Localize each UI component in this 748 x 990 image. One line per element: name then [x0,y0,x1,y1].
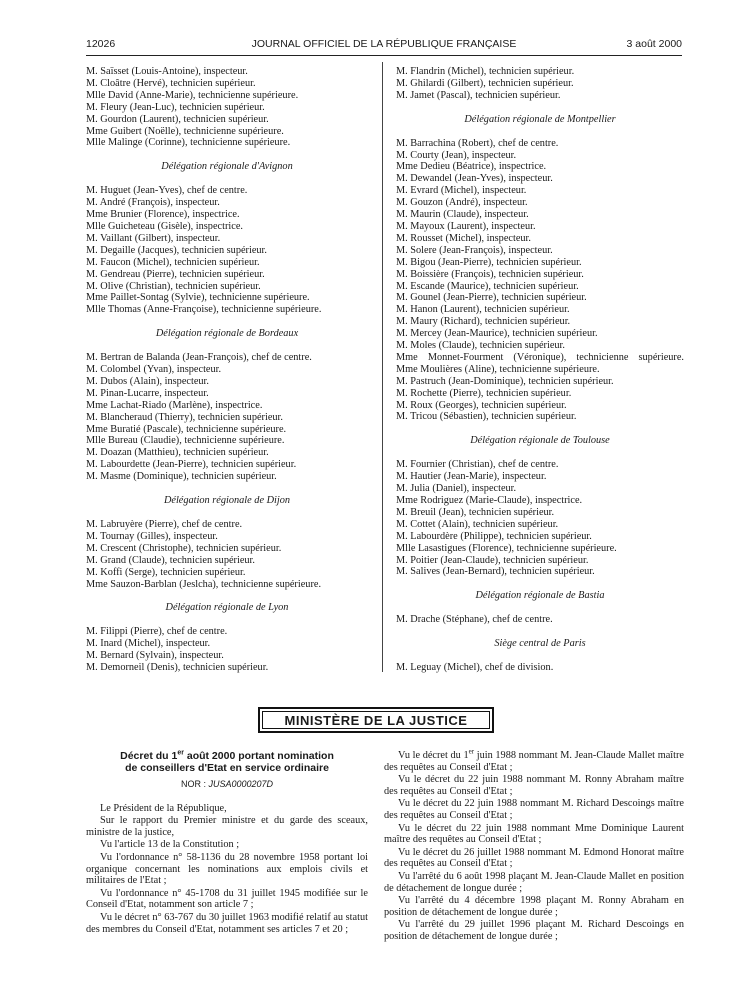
appointment-line: M. Gendreau (Pierre), technicien supérieur. [86,268,265,280]
appointment-line: M. Blancheraud (Thierry), technicien supérieur. [86,411,283,423]
left-column [86,66,368,674]
appointment-line: M. Boissière (François), technicien supérieur. [396,268,584,280]
appointment-line: M. Evrard (Michel), inspecteur. [396,185,527,197]
decree-paragraph: Vu l'arrêté du 6 août 1998 plaçant M. Jean-Claude Mallet en position de détachement de longue durée ; [384,870,684,894]
decree-paragraph: Vu l'arrêté du 4 décembre 1998 plaçant M. Ronny Abraham en position de détachement de longue durée ; [384,895,684,918]
decree-paragraph: Sur le rapport du Premier ministre et du garde des sceaux, ministre de la justice, [86,815,368,838]
appointment-line: Mme Brunier (Florence), inspectrice. [86,209,240,221]
appointment-line: M. Poitier (Jean-Claude), technicien supérieur. [396,554,589,566]
appointment-line: M. Labourdère (Philippe), technicien supérieur. [396,530,592,542]
decree-paragraph: Vu l'article 13 de la Constitution ; [100,839,240,851]
appointment-line: M. Degaille (Jacques), technicien supérieur. [86,244,267,256]
appointment-line: Mlle Guicheteau (Gisèle), inspectrice. [86,220,243,232]
nor-reference [86,779,368,791]
appointment-line: M. Pastruch (Jean-Dominique), technicien supérieur. [396,375,614,387]
appointment-line: M. Courty (Jean), inspecteur. [396,149,517,161]
appointment-line: M. Rousset (Michel), inspecteur. [396,232,531,244]
decree-title-part: août 2000 portant nomination [183,750,334,762]
appointment-line: M. Cloâtre (Hervé), technicien supérieur. [86,77,256,89]
appointment-line: M. Ghilardi (Gilbert), technicien supérieur. [396,77,574,89]
column-divider [382,62,383,672]
appointment-line: M. Crescent (Christophe), technicien supérieur. [86,542,282,554]
appointment-line: Mlle Lasastigues (Florence), technicienne supérieure. [396,542,617,554]
appointment-line: M. Bigou (Jean-Pierre), technicien supérieur. [396,256,582,268]
decree-title [86,750,368,774]
appointment-line: M. Leguay (Michel), chef de division. [396,662,554,674]
appointment-line: Mme Dedieu (Béatrice), inspectrice. [396,161,547,173]
appointment-line: M. Drache (Stéphane), chef de centre. [396,614,553,626]
appointment-line: M. Koffi (Serge), technicien supérieur. [86,566,246,578]
nor-label: NOR : [180,779,209,789]
issue-date: 3 août 2000 [626,38,682,50]
appointment-line: M. Doazan (Matthieu), technicien supérieur. [86,447,269,459]
appointment-line: M. Labourdette (Jean-Pierre), technicien supérieur. [86,459,297,471]
appointment-line: M. Salives (Jean-Bernard), technicien supérieur. [396,566,595,578]
appointment-line: M. Colombel (Yvan), inspecteur. [86,364,222,376]
appointment-line: M. Maury (Richard), technicien supérieur. [396,316,571,328]
decree-paragraph: Le Président de la République, [100,802,227,814]
section-heading: Délégation régionale de Montpellier [464,113,616,125]
decree-title-line2: de conseillers d'Etat en service ordinaire [125,762,329,774]
decree-paragraph: Vu le décret du 22 juin 1988 nommant Mme Dominique Laurent maître des requêtes au Conseil d'Etat ; [384,822,684,846]
decree-paragraph: Vu le décret du 26 juillet 1988 nommant M. Edmond Honorat maître des requêtes au Conseil d'Etat ; [384,846,684,870]
section-heading: Délégation régionale de Lyon [165,602,289,614]
section-heading: Siège central de Paris [494,638,586,650]
decree-paragraph: Vu le décret du 22 juin 1988 nommant M. Richard Descoings maître des requêtes au Conseil d'Etat ; [384,798,684,821]
appointment-line: M. Barrachina (Robert), chef de centre. [396,137,559,149]
appointment-line: M. Julia (Daniel), inspecteur. [396,483,517,495]
section-heading: Délégation régionale de Bordeaux [155,328,299,340]
nor-code: JUSA0000207D [208,779,274,789]
appointment-line: M. Olive (Christian), technicien supérieur. [86,280,261,292]
appointment-line: M. Pinan-Lucarre, inspecteur. [86,387,209,399]
appointment-line: M. Grand (Claude), technicien supérieur. [86,554,255,566]
decree-right-paragraphs [384,774,684,942]
ministry-title: MINISTÈRE DE LA JUSTICE [262,711,490,729]
appointment-line: M. Dewandel (Jean-Yves), inspecteur. [396,173,553,185]
appointment-line: M. Breuil (Jean), technicien supérieur. [396,506,555,518]
appointment-line: M. Bertran de Balanda (Jean-François), chef de centre. [86,352,312,364]
appointment-line: M. Fleury (Jean-Luc), technicien supérieur. [86,101,265,113]
decree-title-sup: er [177,749,184,757]
appointment-line: M. Solere (Jean-François), inspecteur. [396,244,553,256]
appointment-line: M. Mayoux (Laurent), inspecteur. [396,220,536,232]
appointment-line: M. Demorneil (Denis), technicien supérieur. [86,662,269,674]
appointment-line: Mlle Bureau (Claudie), technicienne supérieure. [86,435,285,447]
section-heading: Délégation régionale de Dijon [163,495,291,507]
appointment-line: M. Gounel (Jean-Pierre), technicien supérieur. [396,292,587,304]
appointment-line: M. Saïsset (Louis-Antoine), inspecteur. [86,66,248,77]
appointment-line: M. Dubos (Alain), inspecteur. [86,375,209,387]
appointment-line: M. Rochette (Pierre), technicien supérieur. [396,387,572,399]
header-rule [86,55,682,56]
appointment-line: Mlle Thomas (Anne-Françoise), technicienne supérieure. [86,304,322,316]
appointment-line: M. Tricou (Sébastien), technicien supérieur. [396,411,577,423]
page-number: 12026 [86,38,116,50]
decree-paragraph: Vu l'ordonnance n° 45-1708 du 31 juillet 1945 modifiée sur le Conseil d'Etat, notamment son article 7 ; [86,887,368,911]
decree-paragraph: Vu l'arrêté du 29 juillet 1996 plaçant M. Richard Descoings en position de détachement de longue durée ; [384,919,684,942]
appointment-line: M. Flandrin (Michel), technicien supérieur. [396,66,575,77]
appointment-line: Mme Rodriguez (Marie-Claude), inspectrice. [396,495,583,506]
decree-paragraph: Vu le décret du 22 juin 1988 nommant M. Ronny Abraham maître des requêtes au Conseil d'Etat ; [384,774,684,797]
appointment-line: M. Moles (Claude), technicien supérieur. [396,340,565,352]
appointment-line: M. Vaillant (Gilbert), inspecteur. [86,232,221,244]
decree-left-column [86,750,368,936]
appointment-line: M. André (François), inspecteur. [86,197,220,209]
appointment-line: M. Bernard (Sylvain), inspecteur. [86,650,224,662]
appointment-line: Mlle Malinge (Corinne), technicienne supérieure. [86,137,291,149]
decree-right-column [384,747,684,944]
appointment-line: M. Mercey (Jean-Maurice), technicien supérieur. [396,328,598,340]
appointment-line: Mme Guibert (Noëlle), technicienne supérieure. [86,125,284,137]
section-heading: Délégation régionale d'Avignon [161,161,293,173]
appointment-line: M. Cottet (Alain), technicien supérieur. [396,518,559,530]
appointment-line: M. Gouzon (André), inspecteur. [396,197,528,209]
appointment-line: M. Tournay (Gilles), inspecteur. [86,530,218,542]
appointment-line: Mme Paillet-Sontag (Sylvie), technicienne supérieure. [86,292,310,304]
decree-title-part: Décret du 1 [120,750,178,762]
appointment-line: M. Hanon (Laurent), technicien supérieur. [396,304,570,316]
appointment-line: M. Escande (Maurice), technicien supérieur. [396,280,579,292]
paragraph-part: Vu le décret du 1 [398,750,469,761]
appointment-line: M. Filippi (Pierre), chef de centre. [86,626,228,638]
appointment-line: Mme Monnet-Fourment (Véronique), technicienne supérieure. [396,351,684,363]
appointment-line: M. Labruyère (Pierre), chef de centre. [86,519,243,530]
appointment-line: Mme Moulières (Aline), technicienne supérieure. [396,363,600,375]
appointment-line: M. Faucon (Michel), technicien supérieur. [86,256,260,268]
decree-paragraph: Vu l'ordonnance n° 58-1136 du 28 novembre 1958 portant loi organique concernant les nominations aux emplois civils et militaires de l'Etat ; [86,851,368,887]
section-heading: Délégation régionale de Toulouse [470,435,610,447]
appointment-line: M. Fournier (Christian), chef de centre. [396,459,559,471]
appointment-line: Mme Lachat-Riado (Marlène), inspectrice. [86,399,263,411]
appointment-line: Mme Buratié (Pascale), technicienne supérieure. [86,423,287,435]
page-header [86,38,682,54]
section-heading: Délégation régionale de Bastia [475,590,605,602]
appointment-line: M. Roux (Georges), technicien supérieur. [396,399,567,411]
appointment-line: M. Inard (Michel), inspecteur. [86,638,211,650]
appointment-line: Mme Sauzon-Barblan (Jeslcha), technicienne supérieure. [86,578,322,590]
decree-left-paragraphs [86,803,368,936]
ministry-box [258,707,494,733]
decree-paragraph: Vu le décret n° 63-767 du 30 juillet 1963 modifié relatif au statut des membres du Conseil d'Etat, notamment ses articles 7 et 20 ; [86,911,368,935]
paragraph-sup: er [468,747,475,756]
journal-title: JOURNAL OFFICIEL DE LA RÉPUBLIQUE FRANÇAISE [251,38,517,50]
appointment-line: M. Huguet (Jean-Yves), chef de centre. [86,185,248,197]
appointment-line: Mlle David (Anne-Marie), technicienne supérieure. [86,89,299,101]
appointment-line: M. Hautier (Jean-Marie), inspecteur. [396,471,547,483]
appointment-line: M. Gourdon (Laurent), technicien supérieur. [86,113,269,125]
appointment-line: M. Masme (Dominique), technicien supérieur. [86,471,277,483]
right-column [396,66,684,674]
paragraph-part: juin 1988 nommant M. Jean-Claude Mallet maître des requêtes au Conseil d'Etat ; [384,750,684,773]
appointment-line: M. Maurin (Claude), inspecteur. [396,209,529,221]
decree-paragraph [384,747,684,773]
appointment-line: M. Jamet (Pascal), technicien supérieur. [396,89,561,101]
